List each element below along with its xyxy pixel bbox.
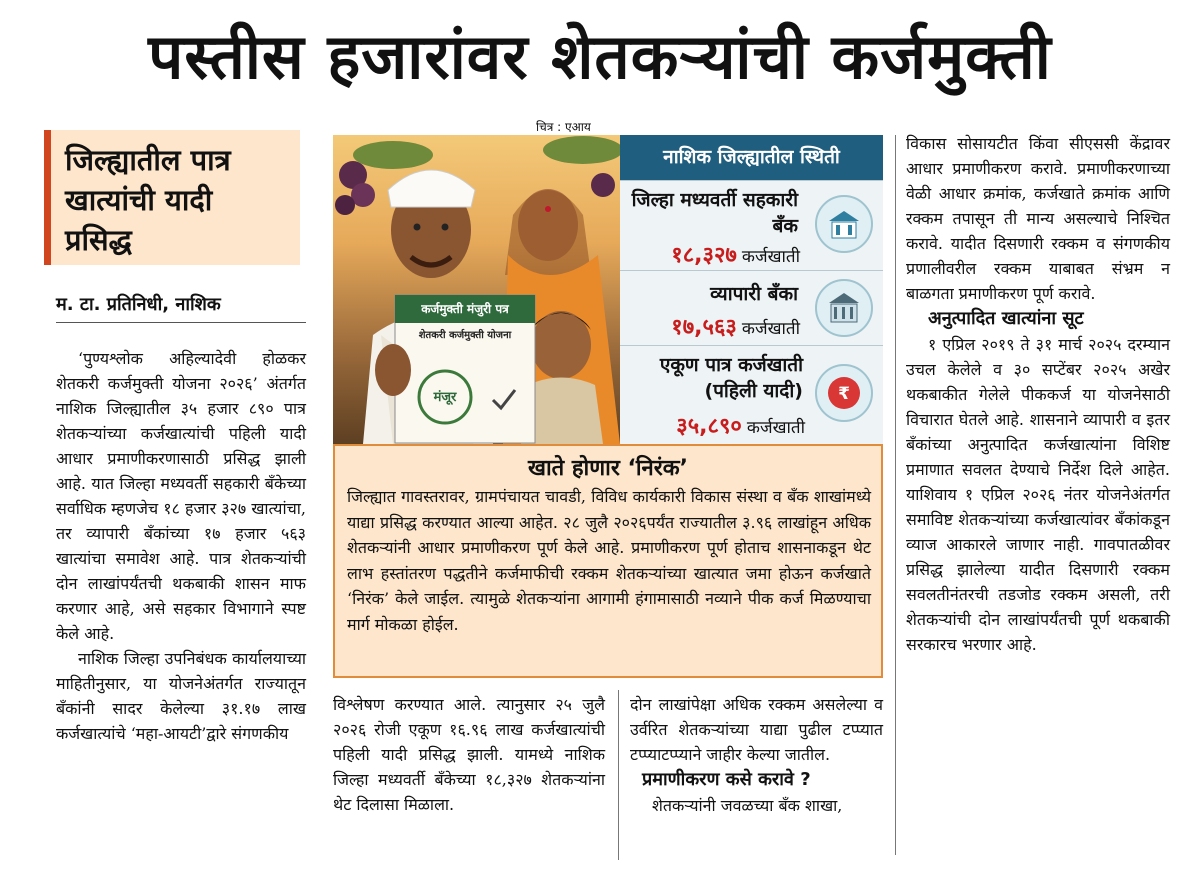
illustration-svg [333, 135, 620, 444]
column-2 [333, 692, 605, 817]
approval-stamp: मंजूर [433, 390, 457, 405]
farmer-family-illustration [333, 135, 620, 444]
infobox-unit: कर्जखाती [741, 247, 800, 267]
infobox-row [620, 345, 883, 444]
svg-text:₹: ₹ [838, 384, 850, 404]
infobox-unit: कर्जखाती [746, 418, 805, 438]
kicker-text: जिल्ह्यातील पात्र खात्यांची यादी प्रसिद्ध [65, 143, 231, 257]
cooperative-bank-icon [815, 195, 873, 253]
photo-credit: चित्र : एआय [536, 120, 591, 134]
paragraph: ‘पुण्यश्लोक अहिल्यादेवी होळकर शेतकरी कर्जमुक्ती योजना २०२६’ अंतर्गत नाशिक जिल्ह्यातील ३५ हजार ८९० पात्र शेतकऱ्यांच्या कर्जखात्यांची पहिली यादी आधार प्रमाणीकरणासाठी प्रसिद्ध झाली आहे. यात जिल्हा मध्यवर्ती सहकारी बँकेच्या सर्वाधिक म्हणजेच १८ हजार ३२७ खात्यांचा, तर व्यापारी बँकांच्या १७ हजार ५६३ खात्यांचा समावेश आहे. पात्र शेतकऱ्यांची दोन लाखांपर्यंतची थकबाकी शासन माफ करणार आहे, असे सहकार विभागाने स्पष्ट केले आहे. [56, 349, 306, 643]
infobox-label: जिल्हा मध्यवर्ती सहकारी बँक [631, 189, 798, 237]
headline: पस्तीस हजारांवर शेतकऱ्यांची कर्जमुक्ती [148, 20, 1052, 93]
highlight-box-title: खाते होणार ‘निरंक’ [527, 456, 689, 481]
district-status-infobox [620, 135, 883, 444]
byline-rule [56, 322, 306, 323]
column-4 [906, 131, 1170, 657]
infobox-title: नाशिक जिल्ह्यातील स्थिती [620, 135, 883, 180]
kicker-box [44, 130, 300, 265]
column-1 [56, 346, 306, 746]
paragraph: १ एप्रिल २०१९ ते ३१ मार्च २०२५ दरम्यान उचल केलेले व ३० सप्टेंबर २०२५ अखेर थकबाकीत गेलेले पीककर्ज या योजनेसाठी विचारात घेतले आहे. शासनाने व्यापारी व इतर बँकांच्या अनुत्पादित कर्जखात्यांना विशिष्ट प्रमाणात सवलत देण्याचे निर्देश दिले आहेत. याशिवाय १ एप्रिल २०२६ नंतर योजनेअंतर्गत समाविष्ट शेतकऱ्यांच्या कर्जखात्यांवर बँकांकडून व्याज आकारले जाणार नाही. गावपातळीवर प्रसिद्ध झालेल्या यादीत दिसणारी रक्कम सवलतीनंतरची तडजोड रक्कम असली, तरी शेतकऱ्यांची दोन लाखांपर्यंतची पूर्ण थकबाकी सरकारच भरणार आहे. [906, 335, 1170, 654]
document-title: कर्जमुक्ती मंजुरी पत्र [421, 302, 509, 316]
infobox-value: १७,५६३ [671, 315, 737, 340]
infobox-value: १८,३२७ [671, 243, 737, 268]
paragraph: दोन लाखांपेक्षा अधिक रक्कम असलेल्या व उर्वरित शेतकऱ्यांच्या याद्या पुढील टप्प्यात टप्प्याटप्प्याने जाहीर केल्या जातील. [630, 695, 883, 764]
commercial-bank-icon [815, 279, 873, 337]
column-divider [895, 135, 896, 855]
highlight-box [333, 444, 883, 678]
paragraph: विश्लेषण करण्यात आले. त्यानुसार २५ जुलै २०२६ रोजी एकूण १६.९६ लाख कर्जखात्यांची पहिली यादी प्रसिद्ध झाली. यामध्ये नाशिक जिल्हा मध्यवर्ती बँकेच्या १८,३२७ शेतकऱ्यांना थेट दिलासा मिळाला. [333, 695, 605, 814]
infobox-row [620, 180, 883, 270]
column-3 [630, 692, 883, 818]
infobox-row [620, 270, 883, 345]
paragraph: नाशिक जिल्हा उपनिबंधक कार्यालयाच्या माहितीनुसार, या योजनेअंतर्गत राज्यातून बँकांनी सादर केलेल्या ३१.१७ लाख कर्जखात्यांचे ‘महा-आयटी’द्वारे संगणकीय [56, 649, 306, 743]
highlight-box-body: जिल्ह्यात गावस्तरावर, ग्रामपंचायत चावडी, विविध कार्यकारी विकास संस्था व बँक शाखांमध्ये याद्या प्रसिद्ध करण्यात आल्या आहेत. २८ जुलै २०२६पर्यंत राज्यातील ३.९६ लाखांहून अधिक शेतकऱ्यांनी आधार प्रमाणीकरण पूर्ण केले आहे. प्रमाणीकरण पूर्ण होताच शासनाकडून थेट लाभ हस्तांतरण पद्धतीने कर्जमाफीची रक्कम शेतकऱ्यांच्या खात्यात जमा होऊन कर्जखाते ‘निरंक’ केले जाईल. त्यामुळे शेतकऱ्यांना आगामी हंगामासाठी नव्याने पीक कर्ज मिळण्याचा मार्ग मोकळा होईल. [347, 487, 871, 634]
paragraph: शेतकऱ्यांनी जवळच्या बँक शाखा, [652, 796, 843, 815]
column-divider [618, 690, 619, 860]
document-subtitle: शेतकरी कर्जमुक्ती योजना [418, 330, 512, 341]
infobox-label: एकूण पात्र कर्जखाती (पहिली यादी) [659, 354, 803, 402]
paragraph: विकास सोसायटीत किंवा सीएससी केंद्रावर आधार प्रमाणीकरण करावे. प्रमाणीकरणाच्या वेळी आधार क्रमांक, कर्जखाते क्रमांक आणि रक्कम तपासून ती मान्य असल्याचे निश्चित करावे. यादीत दिसणारी रक्कम व संगणकीय प्रणालीवरील रक्कम याबाबत संभ्रम न बाळगता प्रमाणीकरण पूर्ण करावे. [906, 134, 1170, 303]
infobox-label: व्यापारी बँका [710, 283, 798, 305]
byline: म. टा. प्रतिनिधी, नाशिक [56, 294, 221, 315]
infobox-unit: कर्जखाती [741, 319, 800, 339]
infobox-value: ३५,८९० [676, 414, 742, 439]
rupee-coin-icon [815, 364, 873, 422]
subheading: प्रमाणीकरण कसे करावे ? [642, 769, 811, 790]
subheading: अनुत्पादित खात्यांना सूट [928, 308, 1084, 329]
